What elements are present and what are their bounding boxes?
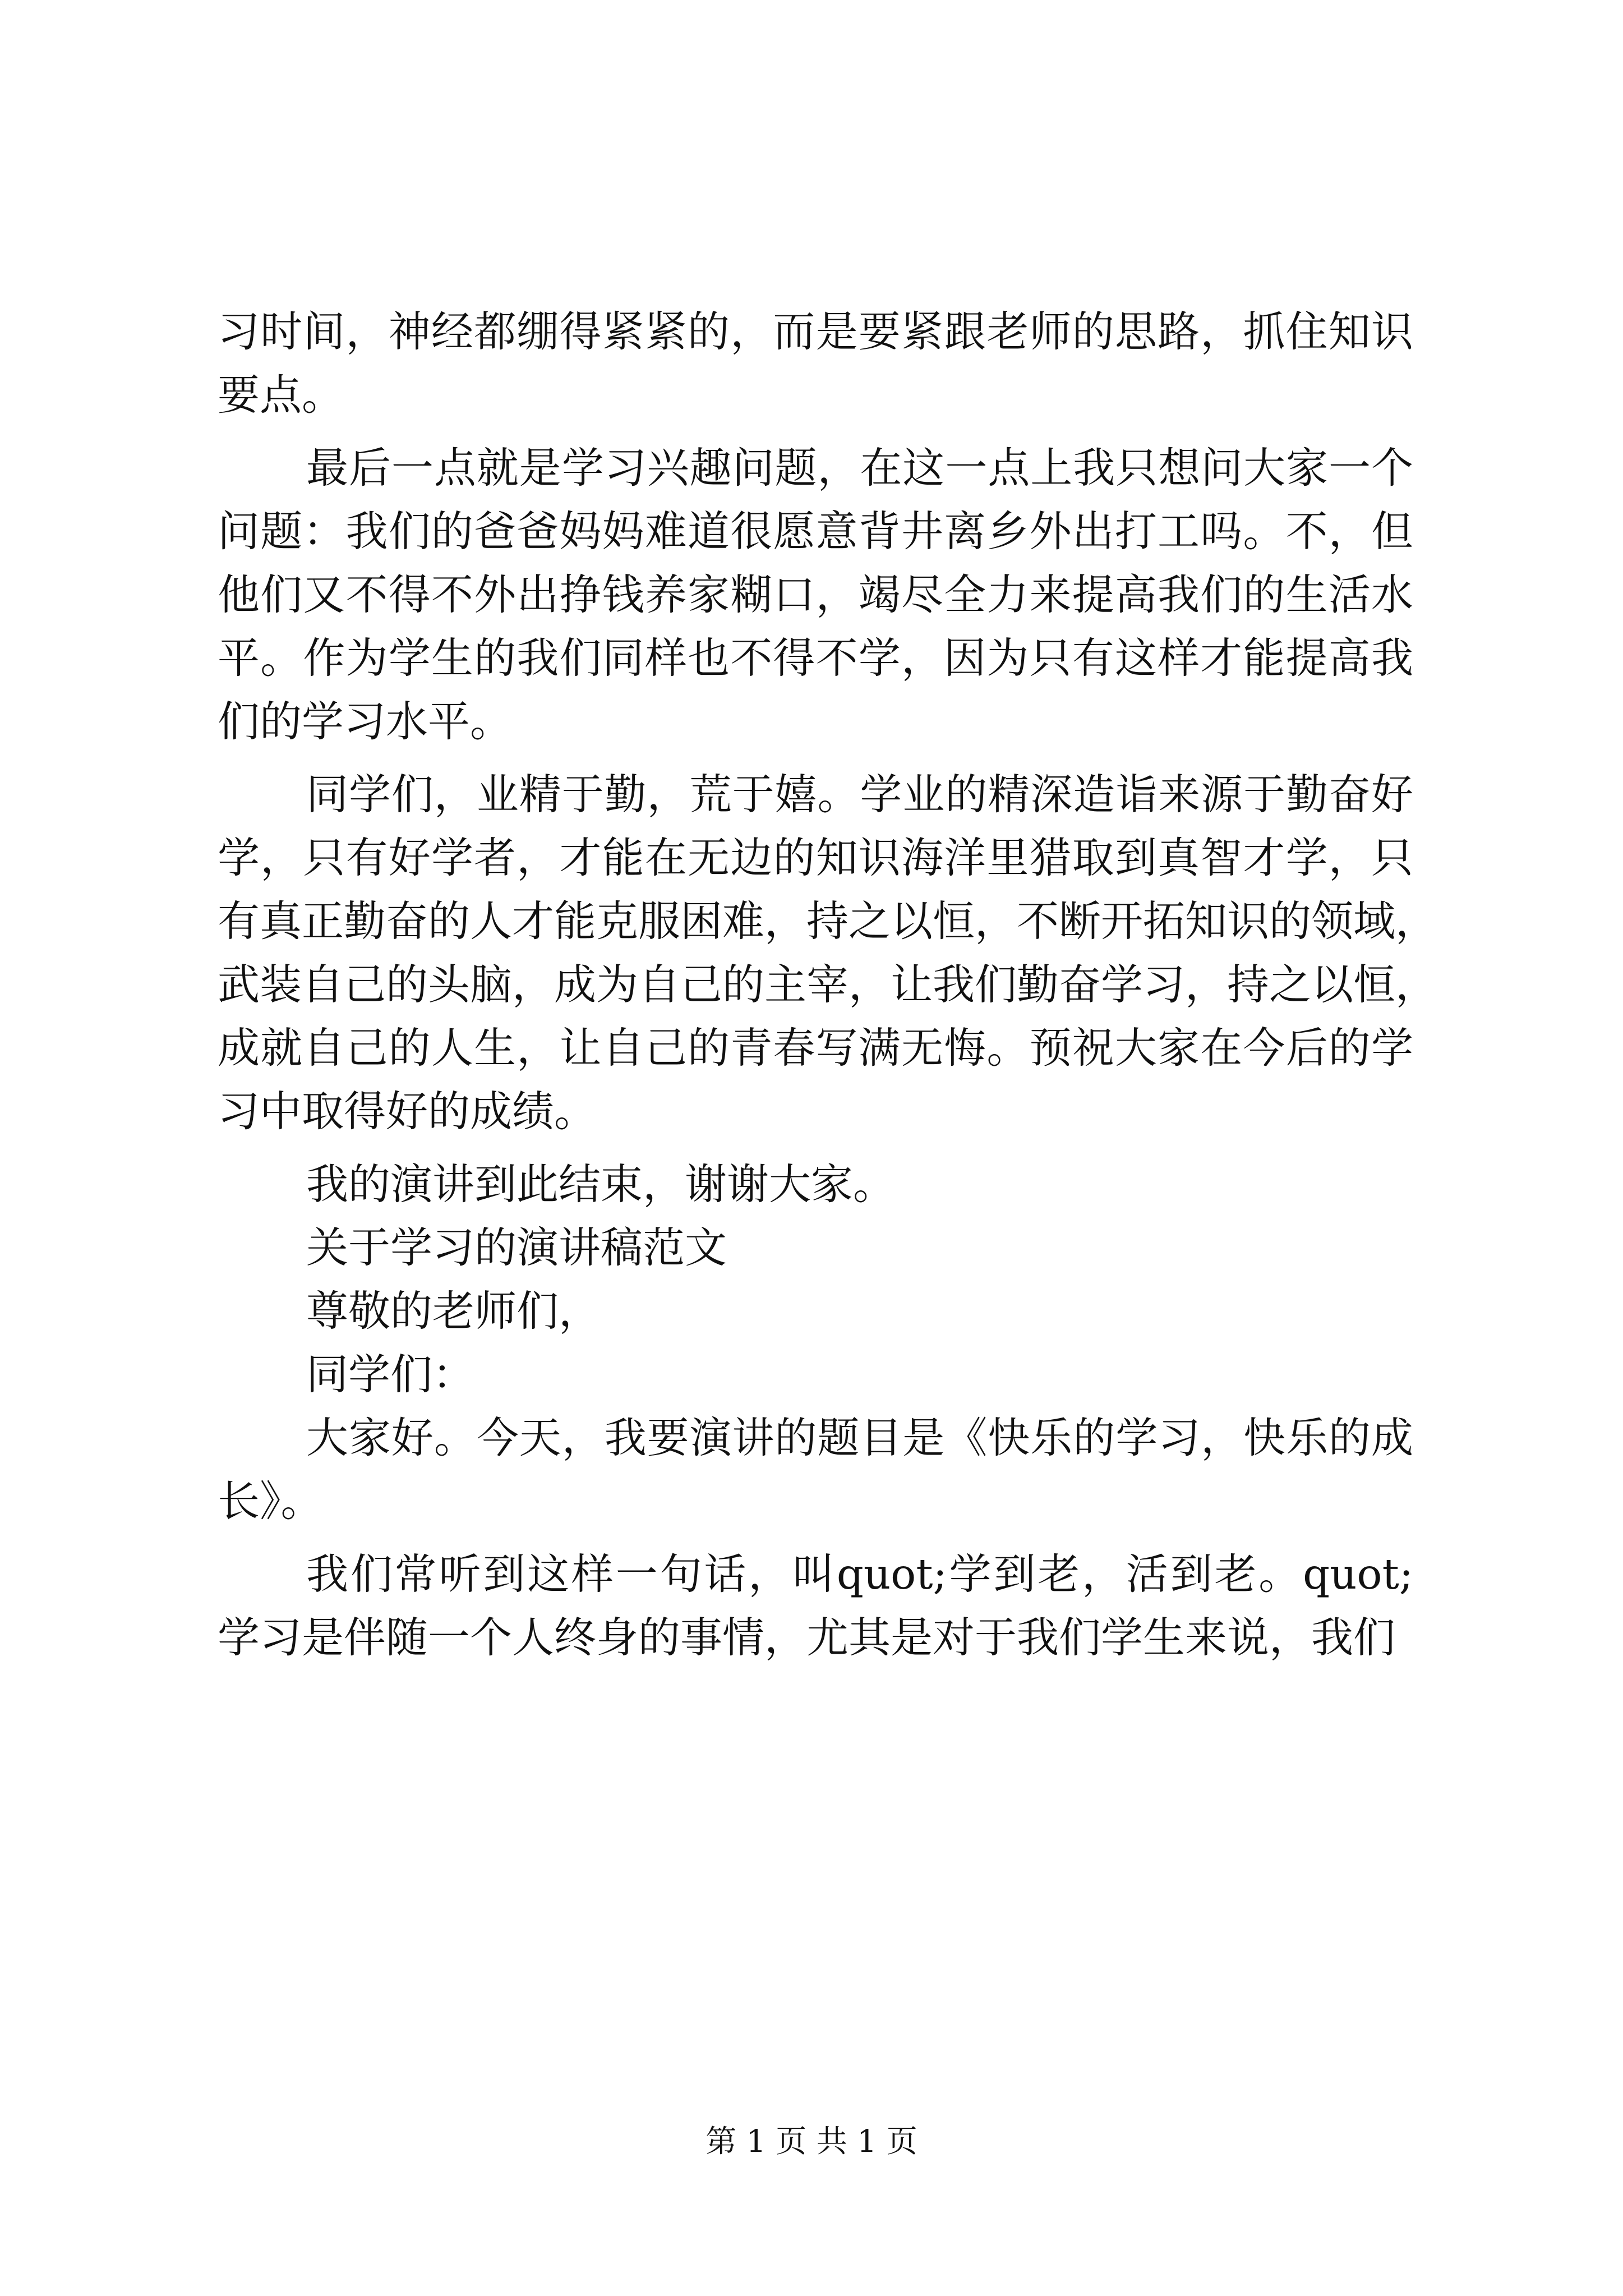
text-line: 有真正勤奋的人才能克服困难，持之以恒，不断开拓知识的领域，	[218, 896, 1438, 946]
paragraph	[218, 300, 1413, 427]
paragraph-spacing	[218, 1533, 1413, 1543]
text-line: 要点。	[218, 370, 344, 420]
text-line: 同学们，业精于勤，荒于嬉。学业的精深造诣来源于勤奋好	[306, 770, 1413, 819]
paragraph	[218, 1343, 1413, 1406]
paragraph	[218, 1280, 1413, 1343]
text-line: 同学们：	[306, 1350, 475, 1399]
paragraph	[218, 1406, 1413, 1533]
body-text	[218, 300, 1438, 1669]
paragraph	[218, 763, 1438, 1143]
text-line: 习中取得好的成绩。	[218, 1087, 597, 1136]
page-footer: 第 1 页 共 1 页	[706, 2123, 917, 2159]
text-line: 他们又不得不外出挣钱养家糊口，竭尽全力来提高我们的生活水	[218, 570, 1413, 619]
paragraph	[218, 1153, 1413, 1216]
text-line: 武装自己的头脑，成为自己的主宰，让我们勤奋学习，持之以恒，	[218, 960, 1438, 1009]
text-line: 最后一点就是学习兴趣问题，在这一点上我只想问大家一个	[306, 443, 1413, 493]
paragraph	[218, 1543, 1413, 1669]
paragraph-spacing	[218, 1143, 1413, 1153]
paragraph-spacing	[218, 753, 1413, 763]
text-line: 大家好。今天，我要演讲的题目是《快乐的学习，快乐的成	[306, 1413, 1413, 1462]
text-line: 尊敬的老师们，	[306, 1286, 601, 1336]
paragraph	[218, 1216, 1413, 1280]
paragraph	[218, 436, 1413, 753]
text-line: 学习是伴随一个人终身的事情，尤其是对于我们学生来说，我们	[218, 1613, 1396, 1662]
text-line: 我们常听到这样一句话，叫quot;学到老，活到老。quot;	[306, 1549, 1413, 1599]
text-line: 习时间，神经都绷得紧紧的，而是要紧跟老师的思路，抓住知识	[218, 307, 1413, 356]
text-line: 学，只有好学者，才能在无边的知识海洋里猎取到真智才学，只	[218, 833, 1413, 882]
text-line: 我的演讲到此结束，谢谢大家。	[306, 1159, 896, 1209]
text-line: 平。作为学生的我们同样也不得不学，因为只有这样才能提高我	[218, 633, 1413, 683]
text-line: 成就自己的人生，让自己的青春写满无悔。预祝大家在今后的学	[218, 1023, 1413, 1073]
text-line: 长》。	[218, 1476, 323, 1526]
text-line: 关于学习的演讲稿范文	[306, 1223, 727, 1272]
text-line: 们的学习水平。	[218, 697, 513, 746]
text-line: 问题：我们的爸爸妈妈难道很愿意背井离乡外出打工吗。不，但	[218, 507, 1413, 556]
paragraph-spacing	[218, 427, 1413, 436]
